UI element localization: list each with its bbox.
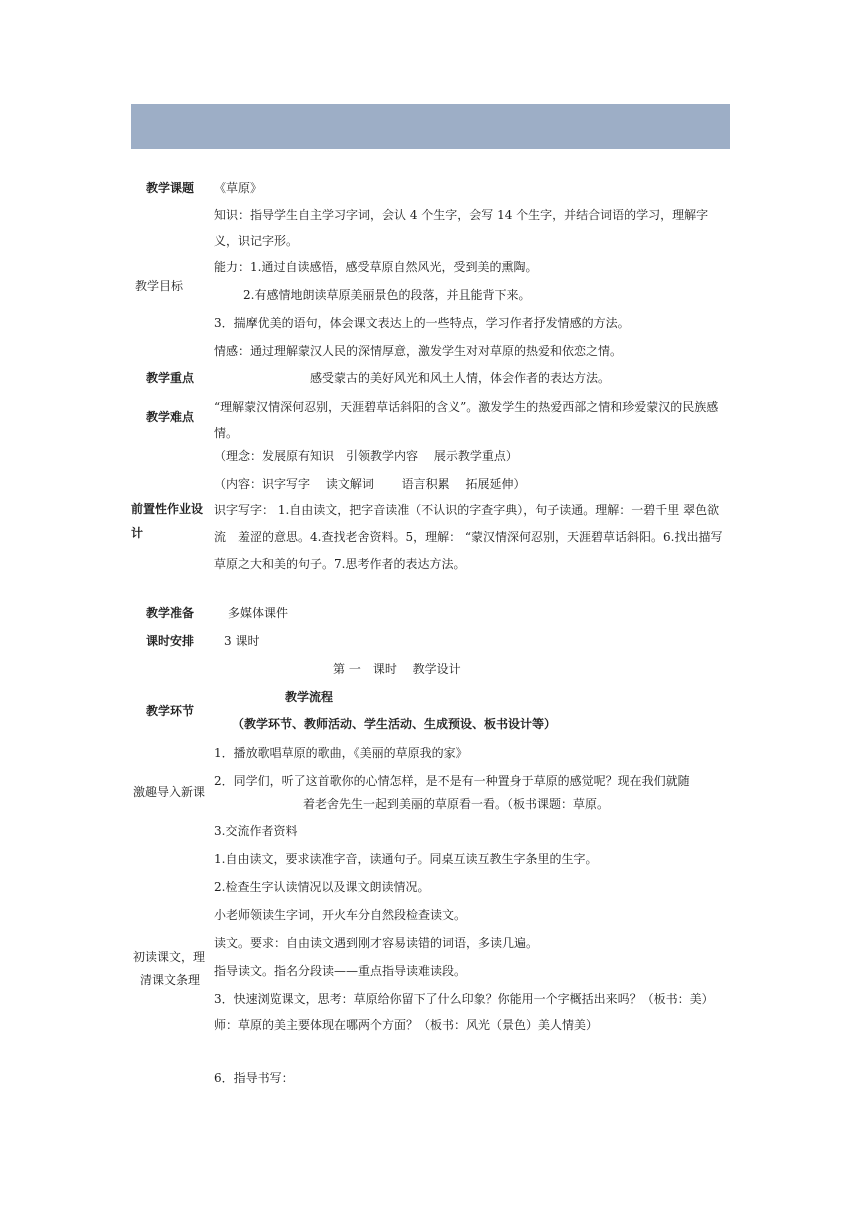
key-point-value: 感受蒙古的美好风光和风土人情，体会作者的表达方法。: [310, 371, 611, 385]
writing-item: 6．指导书写：: [214, 1071, 294, 1085]
section1-item3: 3.交流作者资料: [214, 824, 298, 838]
section1-item2b: 着老舍先生一起到美丽的草原看一看。（板书课题：草原。: [303, 797, 610, 811]
goal-ability-1: 能力：1.通过自读感悟，感受草原自然风光，受到美的熏陶。: [214, 260, 538, 274]
concept-content: （内容：识字写字 读文解词 语言积累 拓展延伸）: [214, 477, 526, 491]
schedule-value: 3 课时: [224, 634, 260, 648]
homework-label-1: 前置性作业设: [131, 502, 204, 516]
section2-label-1: 初读课文，理: [133, 950, 206, 964]
section1-label: 激趣导入新课: [133, 785, 206, 799]
topic-label: 教学课题: [146, 181, 195, 195]
goal-ability-3: 3．揣摩优美的语句，体会课文表达上的一些特点，学习作者抒发情感的方法。: [214, 316, 630, 330]
topic-value: 《草原》: [214, 181, 263, 195]
section1-item1: 1．播放歌唱草原的歌曲，《美丽的草原我的家》: [214, 746, 468, 760]
flow-title: 教学流程: [285, 690, 334, 704]
section2-item2: 2.检查生字认读情况以及课文朗读情况。: [214, 880, 430, 894]
homework-text: 识字写字： 1.自由读文，把字音读准（不认识的字查字典），句子读通。理解：一碧千里 翠色欲流 羞涩的意思。4.查找老舍资料。5，理解： “蒙汉情深何忍别，天涯碧草话斜阳。6.找出描写草原之大和美的句子。7.思考作者的表达方法。: [214, 503, 723, 571]
section2-item1: 1.自由读文，要求读准字音，读通句子。同桌互读互教生字条里的生字。: [214, 852, 598, 866]
lesson-title: 第 一 课时 教学设计: [333, 662, 461, 676]
homework-label-2: 计: [131, 526, 144, 540]
section2-item6: 3．快速浏览课文，思考：草原给你留下了什么印象？你能用一个字概括出来吗？（板书：美）师：草原的美主要体现在哪两个方面？（板书：风光（景色）美人情美）: [214, 992, 714, 1032]
schedule-label: 课时安排: [146, 634, 195, 648]
section2-item3: 小老师领读生字词，开火车分自然段检查读文。: [214, 908, 467, 922]
difficulty-value: “理解蒙汉情深何忍别，天涯碧草话斜阳的含义”。激发学生的热爱西部之情和珍爱蒙汉的民族感情。: [214, 400, 719, 440]
header-banner: [131, 104, 730, 149]
goal-ability-2: 2.有感情地朗读草原美丽景色的段落，并且能背下来。: [243, 288, 531, 302]
goal-emotion: 情感：通过理解蒙汉人民的深情厚意，激发学生对对草原的热爱和依恋之情。: [214, 344, 623, 358]
flow-subtitle: （教学环节、教师活动、学生活动、生成预设、板书设计等）: [232, 717, 557, 731]
difficulty-label: 教学难点: [146, 410, 195, 424]
prep-value: 多媒体课件: [228, 606, 289, 620]
prep-label: 教学准备: [146, 606, 195, 620]
goal-knowledge: 知识：指导学生自主学习字词，会认 4 个生字，会写 14 个生字，并结合词语的学习，理解字义，识记字形。: [214, 208, 709, 248]
section2-label-2: 清课文条理: [140, 973, 201, 987]
key-point-label: 教学重点: [146, 371, 195, 385]
goals-label: 教学目标: [135, 279, 184, 293]
section2-item4: 读文。要求：自由读文遇到刚才容易读错的词语，多读几遍。: [214, 936, 539, 950]
section1-item2a: 2．同学们，听了这首歌你的心情怎样，是不是有一种置身于草原的感觉呢？现在我们就随: [214, 774, 690, 788]
concept-idea: （理念：发展原有知识 引领教学内容 展示教学重点）: [214, 449, 518, 463]
flow-label: 教学环节: [146, 704, 195, 718]
section2-item5: 指导读文。指名分段读——重点指导读难读段。: [214, 964, 467, 978]
